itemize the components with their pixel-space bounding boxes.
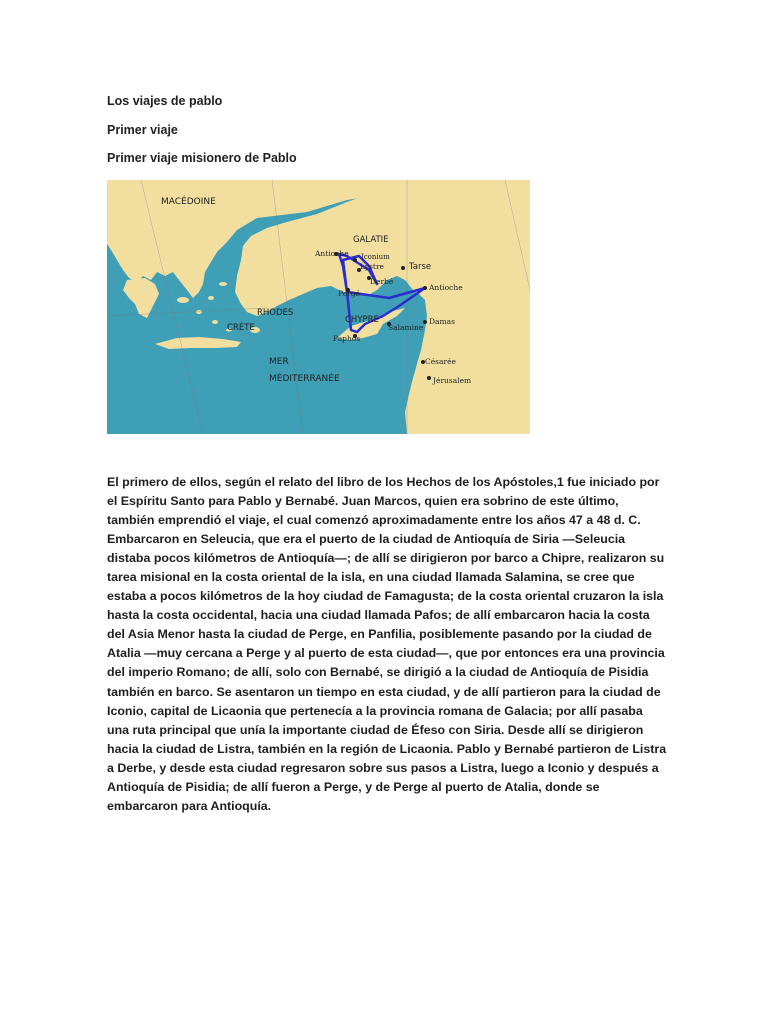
label-damas: Damas	[429, 317, 455, 326]
page-title: Los viajes de pablo	[107, 94, 223, 108]
map-figure	[107, 180, 530, 434]
label-antioche-syrie: Antioche	[429, 283, 463, 292]
land-island	[212, 320, 218, 324]
label-jerusalem: Jérusalem	[433, 376, 472, 385]
label-salamine: Salamine	[388, 323, 424, 332]
land-island	[208, 296, 214, 300]
land-island	[219, 282, 227, 286]
label-chypre: CHYPRE	[345, 315, 379, 325]
map-caption: Primer viaje misionero de Pablo	[107, 151, 297, 165]
label-antioche-pisidie: Antioche	[315, 249, 349, 258]
paragraph-text: El primero de ellos, según el relato del libro de los Hechos de los Apóstoles,1 fue iniciado por el Espíritu Santo para Pablo y Bernabé. Juan Marcos, quien era sobrino de este último, también emprendió el viaje, el cual comenzó aproximadamente entre los años 47 a 48 d. C. Embarcaron en Seleucia, que era el puerto de la ciudad de Antioquía de Siria —Seleucia distaba pocos kilómetros de Antioquía—; de allí se dirigieron por barco a Chipre, realizaron su tarea misional en la costa oriental de la isla, en una ciudad llamada Salamina, se cree que estaba a pocos kilómetros de la hoy ciudad de Famagusta; de la costa oriental cruzaron la isla hasta la costa occidental, hacia una ciudad llamada Pafos; de allí embarcaron hacia la costa del Asia Menor hasta la ciudad de Perge, en Panfilia, posiblemente pasando por la ciudad de Atalia —muy cercana a Perge y al puerto de esta ciudad—, que por entonces era una provincia del imperio Romano; de allí, solo con Bernabé, se dirigió a la ciudad de Antioquía de Pisidia también en barco. Se asentaron un tiempo en esta ciudad, y de allí partieron para la ciudad de Iconio, capital de Licaonia que pertenecía a la provincia romana de Galacia; por allí pasaba una ruta principal que unía la importante ciudad de Éfeso con Siria. Desde allí se dirigieron hacia la ciudad de Listra, también en la región de Licaonia. Pablo y Bernabé partieron de Listra a Derbe, y desde esta ciudad regresaron sobre sus pasos a Listra, luego a Iconio y después a Antioquía de Pisidia; de allí fueron a Perge, y de Perge al puerto de Atalia, donde se embarcaron para Antioquía.	[107, 475, 667, 813]
label-lystre: Lystre	[360, 262, 384, 271]
body-paragraph	[107, 473, 667, 816]
map-image	[107, 180, 530, 434]
label-iconium: Iconium	[361, 253, 390, 261]
label-perge: Pergé	[338, 289, 360, 298]
label-macedoine: MACÉDOINE	[161, 197, 216, 207]
label-derbe: Derbé	[370, 277, 394, 286]
land-island	[196, 310, 202, 314]
land-island	[177, 297, 189, 303]
label-cesaree: Césarée	[425, 357, 456, 366]
label-crete: CRÈTE	[227, 323, 255, 333]
label-galatie: GALATIE	[353, 235, 389, 245]
label-rhodes: RHODES	[257, 308, 294, 318]
label-mer: MER	[269, 357, 289, 367]
label-paphos: Paphos	[333, 334, 361, 343]
label-tarse: Tarse	[409, 262, 432, 272]
section-heading: Primer viaje	[107, 123, 178, 137]
label-mediterranee: MÉDITERRANÉE	[269, 374, 340, 384]
